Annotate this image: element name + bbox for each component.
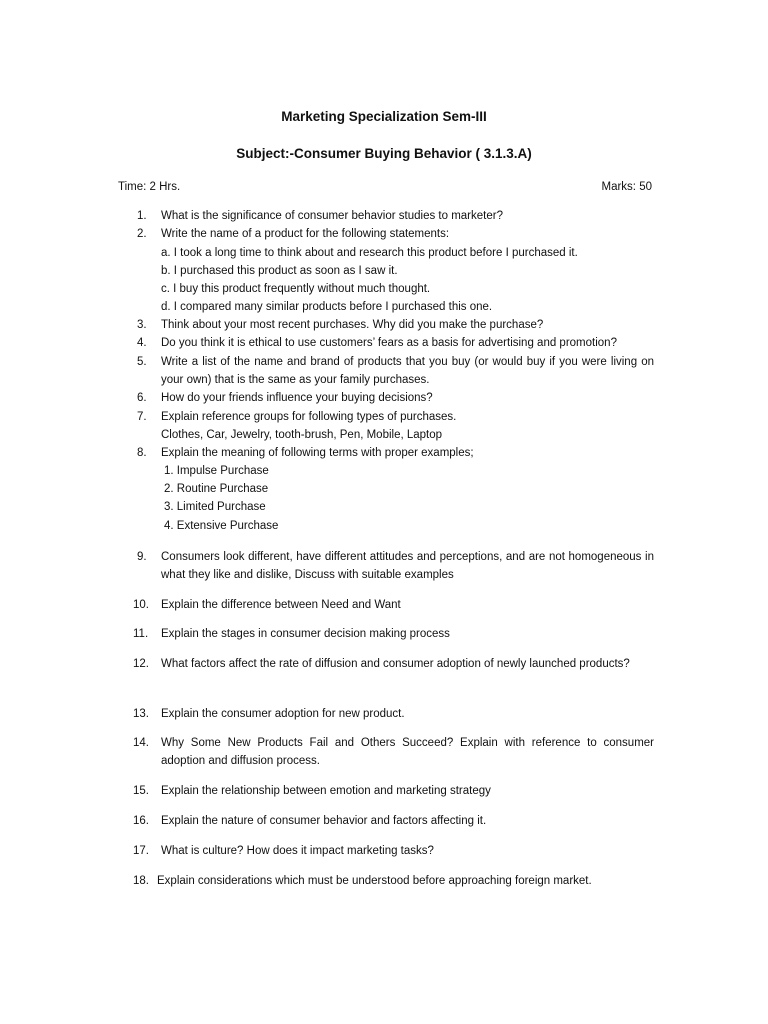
question-number: 11. [133,628,149,640]
subject-heading: Subject:-Consumer Buying Behavior ( 3.1.3.A) [236,146,532,161]
question-text: Explain reference groups for following types of purchases. [161,411,457,423]
question-number: 18. [133,875,149,887]
sub-item: Clothes, Car, Jewelry, tooth-brush, Pen, Mobile, Laptop [161,429,443,441]
question-text: What is the significance of consumer behavior studies to marketer? [161,210,503,222]
question-number: 2. [137,228,147,240]
question-number: 13. [133,708,149,720]
question-text: Explain the relationship between emotion and marketing strategy [161,785,491,797]
time-label: Time: 2 Hrs. [118,181,181,193]
question-text: Write the name of a product for the following statements: [161,228,450,240]
document-title: Marketing Specialization Sem-III [281,109,487,124]
question-text: Explain the nature of consumer behavior and factors affecting it. [161,815,487,827]
question-text: Explain the meaning of following terms with proper examples; [161,447,474,459]
question-number: 16. [133,815,149,827]
question-text: Write a list of the name and brand of products that you buy (or would buy if you were living on your own) that is the same as your family purchases. [161,356,654,386]
question-text: Think about your most recent purchases. Why did you make the purchase? [161,319,544,331]
question-text: Consumers look different, have different attitudes and perceptions, and are not homogeneous in what they like and dislike, Discuss with suitable examples [161,551,654,581]
question-number: 4. [137,337,147,349]
question-number: 17. [133,845,149,857]
question-text: Explain the consumer adoption for new product. [161,708,405,720]
question-text: Explain considerations which must be understood before approaching foreign market. [157,875,592,887]
question-number: 9. [137,551,147,563]
sub-item: d. I compared many similar products before I purchased this one. [161,301,493,313]
question-text: Do you think it is ethical to use customers’ fears as a basis for advertising and promotion? [161,337,617,349]
sub-item: 3. Limited Purchase [164,501,266,513]
question-number: 1. [137,210,147,222]
sub-item: b. I purchased this product as soon as I saw it. [161,265,398,277]
sub-item: 2. Routine Purchase [164,483,269,495]
question-text: What factors affect the rate of diffusion and consumer adoption of newly launched products? [161,658,630,670]
question-number: 15. [133,785,149,797]
question-number: 10. [133,599,149,611]
question-text: How do your friends influence your buying decisions? [161,392,433,404]
question-text: Explain the stages in consumer decision making process [161,628,450,640]
question-text: Why Some New Products Fail and Others Succeed? Explain with reference to consumer adoption and diffusion process. [161,737,654,767]
question-number: 3. [137,319,147,331]
question-number: 6. [137,392,147,404]
question-text: Explain the difference between Need and Want [161,599,401,611]
sub-item: 4. Extensive Purchase [164,520,279,532]
sub-item: 1. Impulse Purchase [164,465,269,477]
question-number: 8. [137,447,147,459]
question-number: 14. [133,737,149,749]
marks-label: Marks: 50 [601,181,652,193]
question-number: 7. [137,411,147,423]
question-number: 5. [137,356,147,368]
question-text: What is culture? How does it impact marketing tasks? [161,845,434,857]
sub-item: a. I took a long time to think about and research this product before I purchased it. [161,247,578,259]
sub-item: c. I buy this product frequently without much thought. [161,283,431,295]
question-number: 12. [133,658,149,670]
